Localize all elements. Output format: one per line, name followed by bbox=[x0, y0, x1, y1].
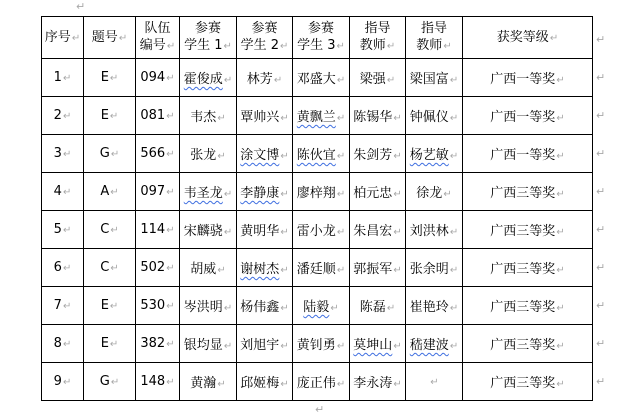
cell-student1: 岑洪明↵ bbox=[180, 287, 237, 325]
cell-teacher1: 柏元忠↵ bbox=[350, 173, 406, 211]
table-row bbox=[42, 325, 593, 363]
cell-teacher2: 崔艳玲↵ bbox=[406, 287, 463, 325]
cell-award: 广西一等奖↵ bbox=[463, 97, 593, 135]
header-student3: 参赛 学生 3↵ bbox=[293, 17, 350, 59]
paragraph-mark: ↵ bbox=[315, 403, 325, 416]
cell-seq: 5↵ bbox=[42, 211, 84, 249]
cell-teacher2: 杨艺敏↵ bbox=[406, 135, 463, 173]
cell-teacher1: 郭振军↵ bbox=[350, 249, 406, 287]
cell-team: 530↵ bbox=[136, 287, 180, 325]
cell-student3: 邓盛大↵ bbox=[293, 59, 350, 97]
cell-student3: 庞正伟↵ bbox=[293, 363, 350, 401]
cell-teacher1: 梁强↵ bbox=[350, 59, 406, 97]
row-end-mark: ↵ bbox=[596, 33, 606, 46]
table-row bbox=[42, 363, 593, 401]
cell-team: 566↵ bbox=[136, 135, 180, 173]
cell-problem: E↵ bbox=[84, 287, 136, 325]
header-problem: 题号↵ bbox=[84, 17, 136, 59]
cell-seq: 8↵ bbox=[42, 325, 84, 363]
cell-teacher2: 钟佩仪↵ bbox=[406, 97, 463, 135]
row-end-mark: ↵ bbox=[596, 109, 606, 122]
cell-student3: 潘廷顺↵ bbox=[293, 249, 350, 287]
cell-student2: 黄明华↵ bbox=[237, 211, 293, 249]
table-row bbox=[42, 287, 593, 325]
cell-student3: 廖梓翔↵ bbox=[293, 173, 350, 211]
header-teacher1: 指导 教师↵ bbox=[350, 17, 406, 59]
cell-student3: 黄飘兰↵ bbox=[293, 97, 350, 135]
row-end-mark: ↵ bbox=[596, 375, 606, 388]
cell-award: 广西三等奖↵ bbox=[463, 211, 593, 249]
cell-teacher1: 朱剑芳↵ bbox=[350, 135, 406, 173]
cell-student2: 覃帅兴↵ bbox=[237, 97, 293, 135]
table-row bbox=[42, 135, 593, 173]
cell-teacher1: 朱昌宏↵ bbox=[350, 211, 406, 249]
header-row bbox=[42, 17, 593, 59]
cell-student1: 宋麟骁↵ bbox=[180, 211, 237, 249]
header-teacher2: 指导 教师↵ bbox=[406, 17, 463, 59]
cell-award: 广西三等奖↵ bbox=[463, 325, 593, 363]
cell-seq: 3↵ bbox=[42, 135, 84, 173]
cell-team: 382↵ bbox=[136, 325, 180, 363]
cell-seq: 2↵ bbox=[42, 97, 84, 135]
cell-student2: 杨伟鑫↵ bbox=[237, 287, 293, 325]
cell-team: 094↵ bbox=[136, 59, 180, 97]
cell-award: 广西三等奖↵ bbox=[463, 287, 593, 325]
cell-student1: 韦杰↵ bbox=[180, 97, 237, 135]
cell-team: 114↵ bbox=[136, 211, 180, 249]
cell-teacher2: 梁国富↵ bbox=[406, 59, 463, 97]
cell-award: 广西一等奖↵ bbox=[463, 135, 593, 173]
cell-teacher1: 陈磊↵ bbox=[350, 287, 406, 325]
table-row bbox=[42, 173, 593, 211]
cell-award: 广西三等奖↵ bbox=[463, 249, 593, 287]
cell-student1: 霍俊成↵ bbox=[180, 59, 237, 97]
cell-seq: 9↵ bbox=[42, 363, 84, 401]
cell-problem: G↵ bbox=[84, 363, 136, 401]
cell-student3: 陈伙宜↵ bbox=[293, 135, 350, 173]
row-end-mark: ↵ bbox=[596, 261, 606, 274]
row-end-mark: ↵ bbox=[596, 185, 606, 198]
row-end-mark: ↵ bbox=[596, 147, 606, 160]
cell-award: 广西三等奖↵ bbox=[463, 363, 593, 401]
cell-seq: 6↵ bbox=[42, 249, 84, 287]
awards-table bbox=[41, 16, 593, 401]
cell-teacher2: 徐龙↵ bbox=[406, 173, 463, 211]
cell-problem: A↵ bbox=[84, 173, 136, 211]
cell-problem: C↵ bbox=[84, 249, 136, 287]
cell-student1: 黄瀚↵ bbox=[180, 363, 237, 401]
cell-seq: 1↵ bbox=[42, 59, 84, 97]
header-student2: 参赛 学生 2↵ bbox=[237, 17, 293, 59]
cell-student2: 李静康↵ bbox=[237, 173, 293, 211]
row-end-mark: ↵ bbox=[596, 71, 606, 84]
header-student1: 参赛 学生 1↵ bbox=[180, 17, 237, 59]
cell-student3: 雷小龙↵ bbox=[293, 211, 350, 249]
cell-problem: G↵ bbox=[84, 135, 136, 173]
cell-seq: 7↵ bbox=[42, 287, 84, 325]
table-row bbox=[42, 249, 593, 287]
cell-problem: C↵ bbox=[84, 211, 136, 249]
cell-teacher1: 李永涛↵ bbox=[350, 363, 406, 401]
cell-teacher2: ↵ bbox=[406, 363, 463, 401]
row-end-mark: ↵ bbox=[596, 337, 606, 350]
cell-teacher1: 陈锡华↵ bbox=[350, 97, 406, 135]
cell-student3: 陆毅↵ bbox=[293, 287, 350, 325]
cell-problem: E↵ bbox=[84, 97, 136, 135]
cell-student2: 刘旭宇↵ bbox=[237, 325, 293, 363]
cell-student1: 银均显↵ bbox=[180, 325, 237, 363]
cell-seq: 4↵ bbox=[42, 173, 84, 211]
cell-problem: E↵ bbox=[84, 59, 136, 97]
cell-student2: 邱姬梅↵ bbox=[237, 363, 293, 401]
table-row bbox=[42, 211, 593, 249]
row-end-mark: ↵ bbox=[596, 223, 606, 236]
cell-student2: 涂文博↵ bbox=[237, 135, 293, 173]
cell-team: 502↵ bbox=[136, 249, 180, 287]
cell-teacher2: 嵇建波↵ bbox=[406, 325, 463, 363]
cell-team: 097↵ bbox=[136, 173, 180, 211]
cell-student3: 黄钊勇↵ bbox=[293, 325, 350, 363]
cell-team: 081↵ bbox=[136, 97, 180, 135]
cell-teacher2: 刘洪林↵ bbox=[406, 211, 463, 249]
table-row bbox=[42, 97, 593, 135]
cell-teacher1: 莫坤山↵ bbox=[350, 325, 406, 363]
cell-student1: 韦圣龙↵ bbox=[180, 173, 237, 211]
cell-award: 广西一等奖↵ bbox=[463, 59, 593, 97]
header-team: 队伍 编号↵ bbox=[136, 17, 180, 59]
cell-award: 广西三等奖↵ bbox=[463, 173, 593, 211]
cell-student1: 胡威↵ bbox=[180, 249, 237, 287]
paragraph-mark: ↵ bbox=[76, 0, 86, 13]
cell-team: 148↵ bbox=[136, 363, 180, 401]
cell-student1: 张龙↵ bbox=[180, 135, 237, 173]
header-award: 获奖等级↵ bbox=[463, 17, 593, 59]
cell-student2: 林芳↵ bbox=[237, 59, 293, 97]
cell-teacher2: 张余明↵ bbox=[406, 249, 463, 287]
header-seq: 序号↵ bbox=[42, 17, 84, 59]
cell-problem: E↵ bbox=[84, 325, 136, 363]
table-row bbox=[42, 59, 593, 97]
cell-student2: 谢树杰↵ bbox=[237, 249, 293, 287]
row-end-mark: ↵ bbox=[596, 299, 606, 312]
